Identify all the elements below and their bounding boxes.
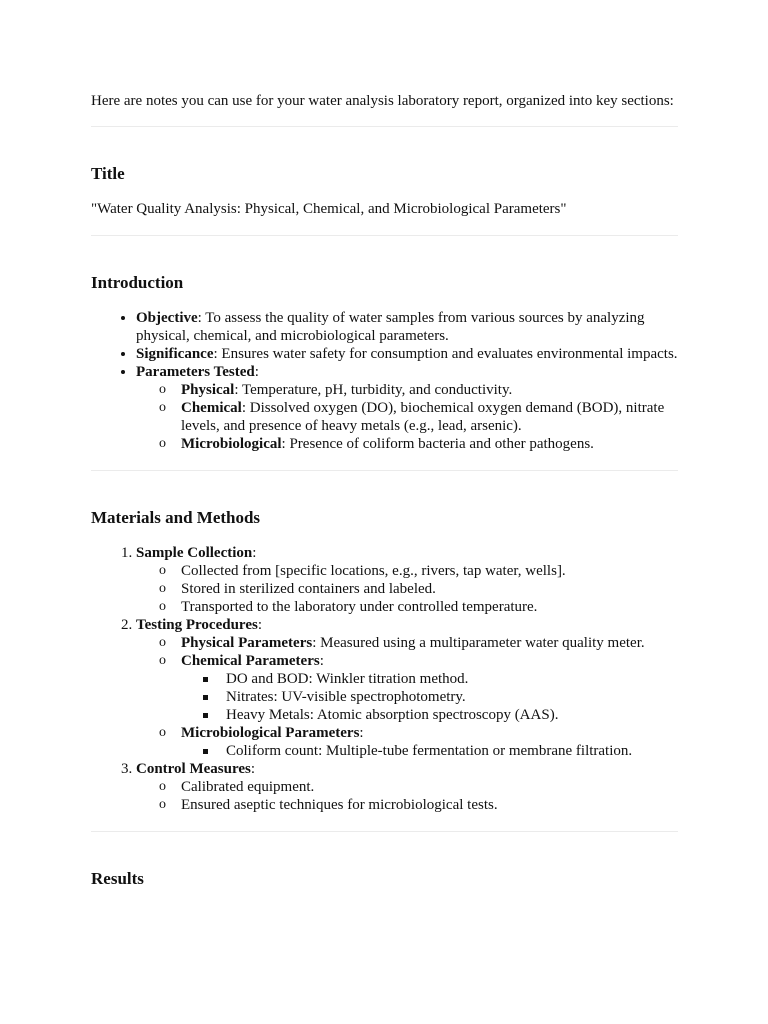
document-content xyxy=(91,92,678,905)
list-item: Heavy Metals: Atomic absorption spectroscopy (AAS). xyxy=(226,706,678,724)
section-heading-results: Results xyxy=(91,869,144,888)
list-item: o Stored in sterilized containers and labeled. xyxy=(181,580,678,598)
section-heading-title: Title xyxy=(91,164,125,183)
list-item: Nitrates: UV-visible spectrophotometry. xyxy=(226,688,678,706)
chemical-sublist xyxy=(181,670,678,724)
methods-list xyxy=(91,544,678,814)
introduction-list xyxy=(91,309,678,453)
intro-paragraph: Here are notes you can use for your water analysis laboratory report, organized into key sections: xyxy=(91,93,674,109)
list-item-parameters: • Parameters Tested: o Physical: Temperature, pH, turbidity, and conductivity. o Chemical: Dissolved oxygen (DO), biochemical oxygen demand (BOD), nitrate levels, and presence of heavy metals (e.g., lead, arsenic). o Microbiological: Presence of coliform bacteria and other pathogens. xyxy=(136,363,678,453)
list-item: o Ensured aseptic techniques for microbiological tests. xyxy=(181,796,678,814)
list-item: o Microbiological Parameters: Coliform count: Multiple-tube fermentation or membrane filtration. xyxy=(181,724,678,760)
list-item: o Chemical Parameters: DO and BOD: Winkler titration method. Nitrates: UV-visible spectrophotometry. Heavy Metals: Atomic absorption spectroscopy (AAS). xyxy=(181,652,678,724)
list-item-sample-collection: 1. Sample Collection: o Collected from [specific locations, e.g., rivers, tap water, wells]. o Stored in sterilized containers and labeled. o Transported to the laboratory under controlled temperature. xyxy=(136,544,678,616)
testing-sublist xyxy=(136,634,678,760)
list-item-testing-procedures: 2. Testing Procedures: o Physical Parameters: Measured using a multiparameter water quality meter. o Chemical Parameters: DO and BOD: Winkler titration method. Nitrates: UV-visible spectrophotometry. Heavy Metals: Atomic absorption spectroscopy (AAS). o Microbiological Parameters: Coliform count: Multiple-tube fermentation or membrane filtration. xyxy=(136,616,678,760)
list-item-objective: • Objective: To assess the quality of water samples from various sources by analyzing physical, chemical, and microbiological parameters. xyxy=(136,309,678,345)
parameters-sublist xyxy=(136,381,678,453)
section-heading-methods: Materials and Methods xyxy=(91,508,261,527)
control-sublist xyxy=(136,778,678,814)
list-item: o Calibrated equipment. xyxy=(181,778,678,796)
list-item-control-measures: 3. Control Measures: o Calibrated equipment. o Ensured aseptic techniques for microbiological tests. xyxy=(136,760,678,814)
list-item: DO and BOD: Winkler titration method. xyxy=(226,670,678,688)
sample-sublist xyxy=(136,562,678,616)
divider xyxy=(91,831,678,832)
divider xyxy=(91,126,678,127)
section-heading-introduction: Introduction xyxy=(91,273,184,292)
list-item: o Transported to the laboratory under controlled temperature. xyxy=(181,598,678,616)
divider xyxy=(91,235,678,236)
list-item: o Physical Parameters: Measured using a multiparameter water quality meter. xyxy=(181,634,678,652)
list-item: Coliform count: Multiple-tube fermentation or membrane filtration. xyxy=(226,742,678,760)
list-item: o Chemical: Dissolved oxygen (DO), biochemical oxygen demand (BOD), nitrate levels, and presence of heavy metals (e.g., lead, arsenic). xyxy=(181,399,678,435)
list-item: o Collected from [specific locations, e.g., rivers, tap water, wells]. xyxy=(181,562,678,580)
list-item: o Physical: Temperature, pH, turbidity, and conductivity. xyxy=(181,381,678,399)
divider xyxy=(91,470,678,471)
report-title-text: "Water Quality Analysis: Physical, Chemical, and Microbiological Parameters" xyxy=(91,201,567,217)
micro-sublist xyxy=(181,742,678,760)
list-item-significance: • Significance: Ensures water safety for consumption and evaluates environmental impacts. xyxy=(136,345,678,363)
list-item: o Microbiological: Presence of coliform bacteria and other pathogens. xyxy=(181,435,678,453)
